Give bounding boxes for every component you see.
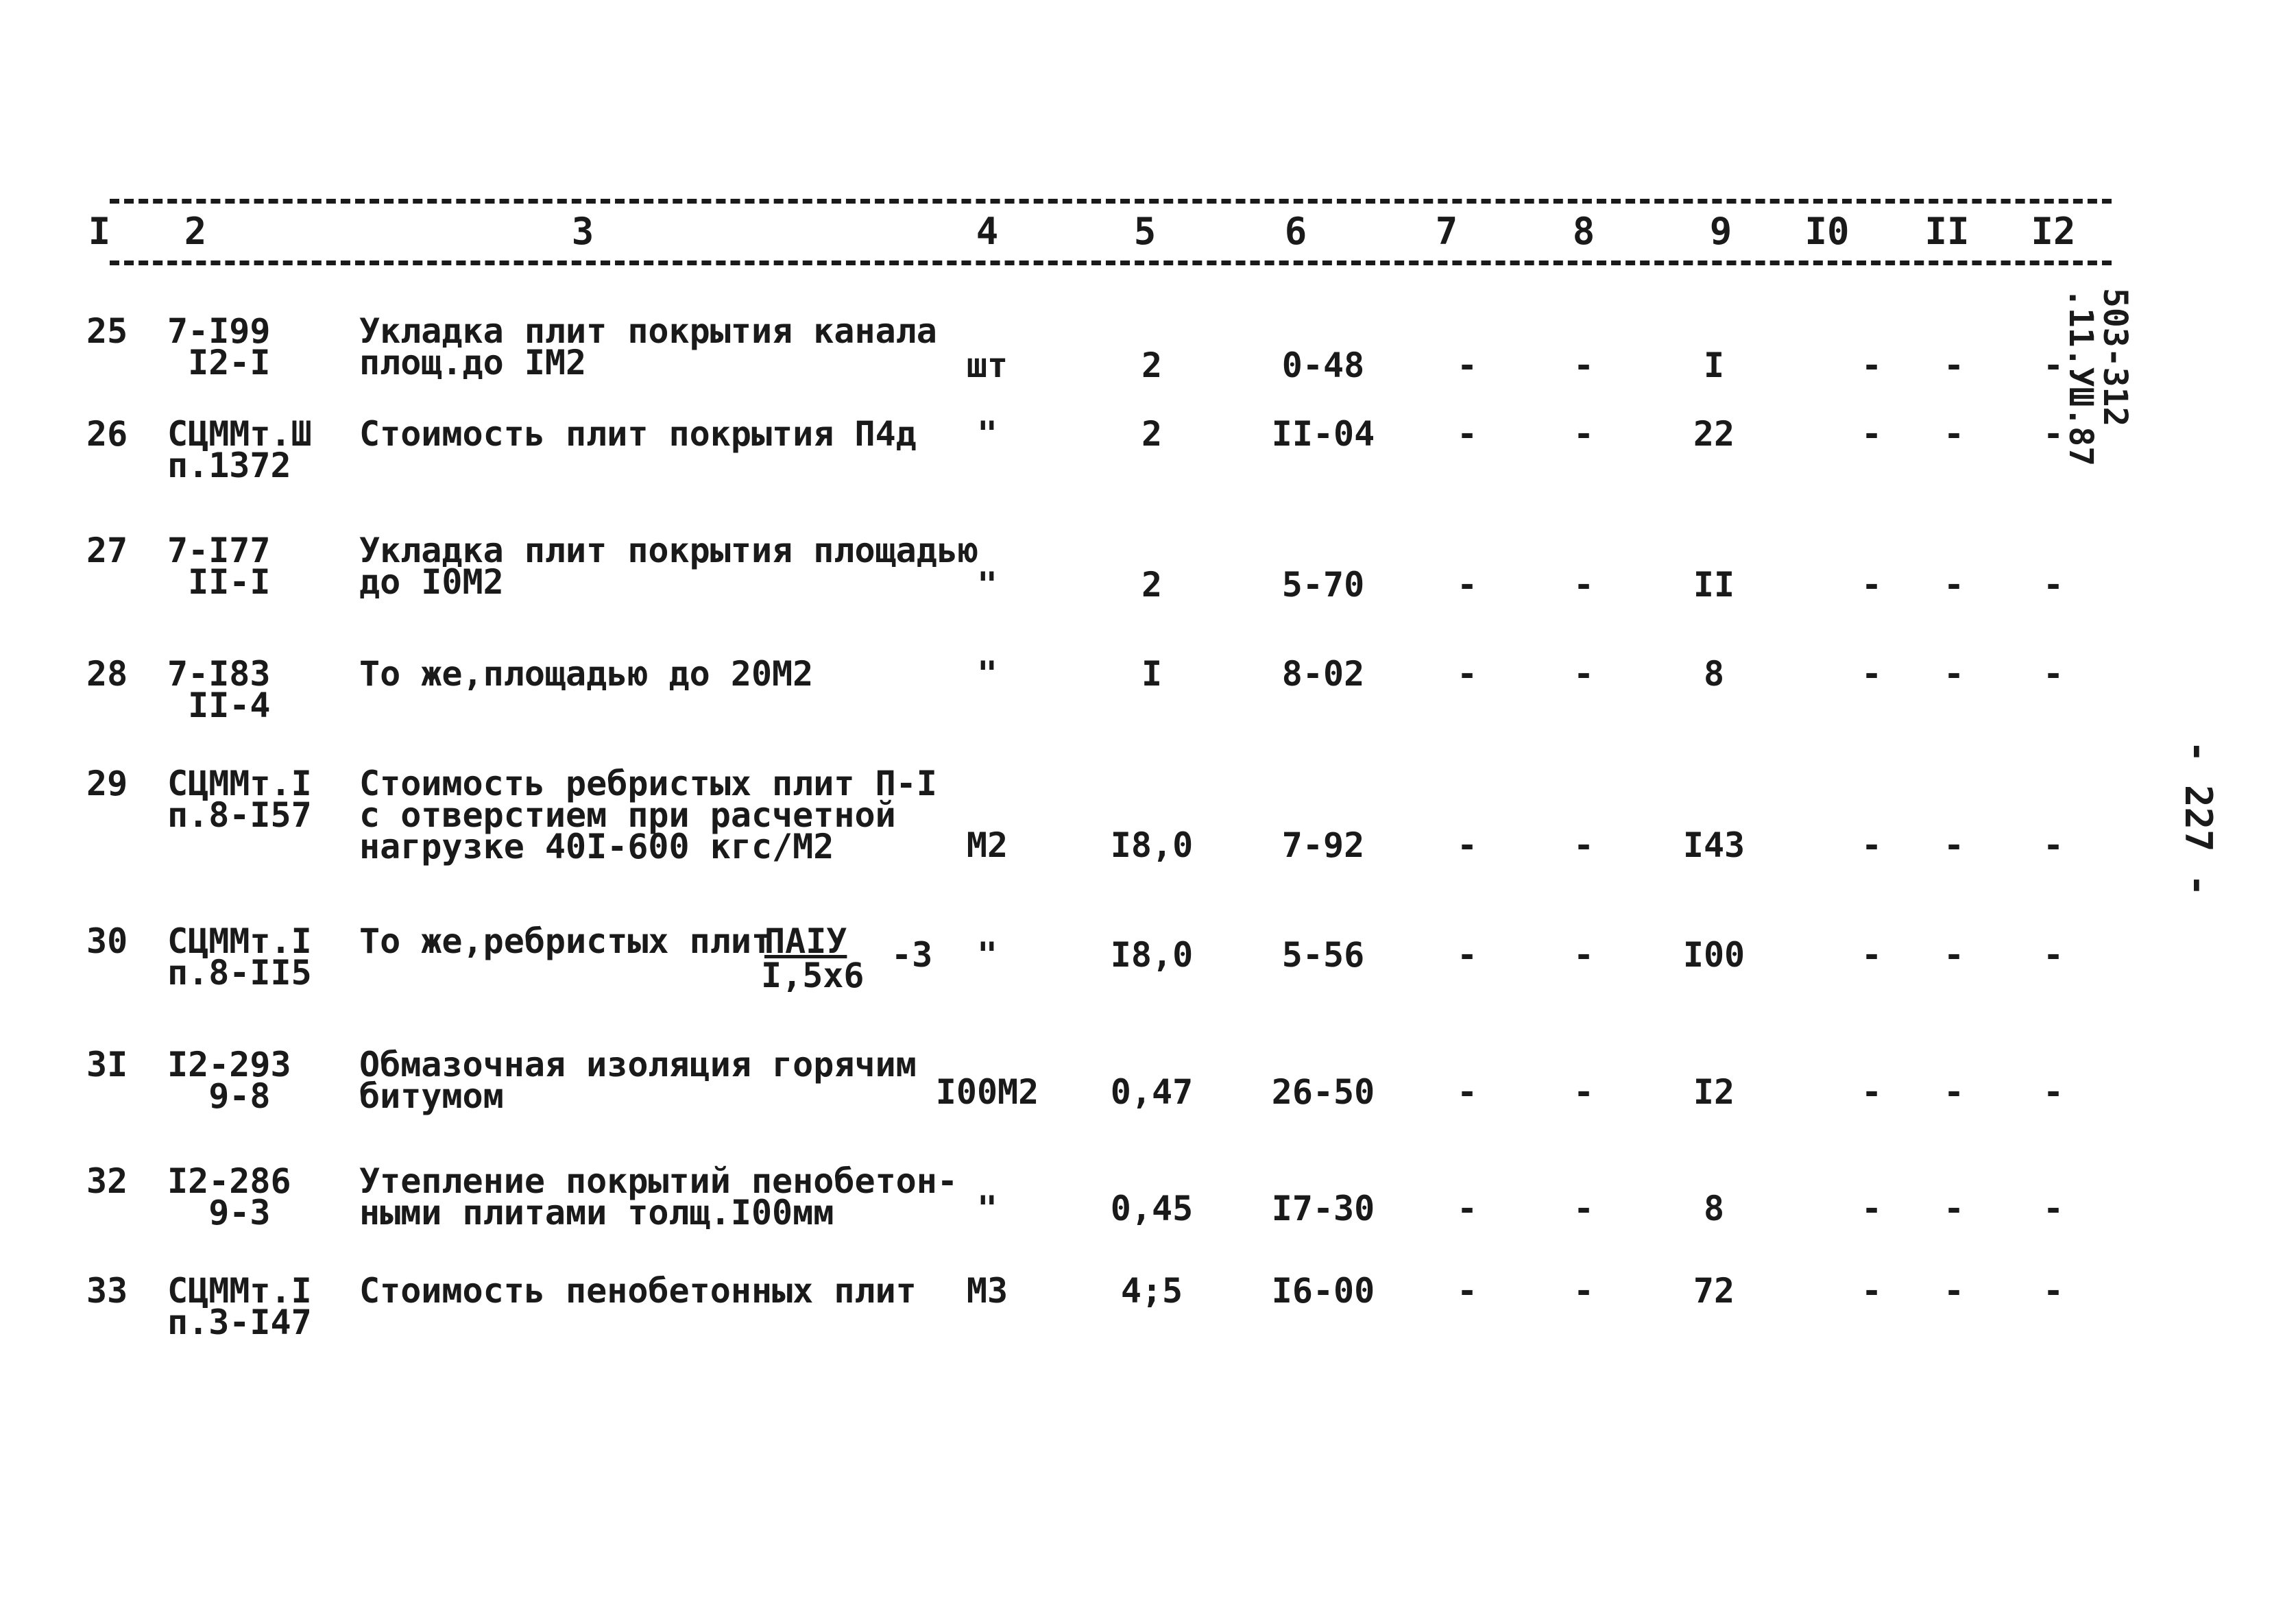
cell-c7: -	[1456, 825, 1478, 865]
norm-code: СЦММт.Ш п.1372	[167, 414, 312, 485]
cell-c12: -	[2042, 1072, 2064, 1112]
cell-c12: -	[2042, 1271, 2064, 1311]
cell-qty: I8,0	[1110, 825, 1194, 865]
cell-c7: -	[1456, 1189, 1478, 1228]
cell-c10: -	[1861, 1271, 1883, 1311]
cell-c9: 22	[1693, 414, 1735, 454]
cell-price: I7-30	[1271, 1189, 1375, 1228]
norm-code: СЦММт.I п.8-I57	[167, 764, 312, 835]
cell-c12: -	[2042, 825, 2064, 865]
cell-c10: -	[1861, 1189, 1883, 1228]
cell-c10: -	[1861, 825, 1883, 865]
cell-c10: -	[1861, 654, 1883, 694]
row-number: 30	[86, 921, 128, 961]
cell-unit: I00М2	[935, 1072, 1039, 1112]
norm-code: СЦММт.I п.8-II5	[167, 921, 312, 993]
cell-c7: -	[1456, 414, 1478, 454]
cell-c10: -	[1861, 414, 1883, 454]
cell-c9: 8	[1703, 654, 1725, 694]
cell-c7: -	[1456, 565, 1478, 605]
cell-c8: -	[1573, 346, 1595, 385]
cell-unit: шт	[966, 346, 1008, 385]
norm-code: 7-I77 II-I	[167, 531, 271, 602]
norm-code: СЦММт.I п.3-I47	[167, 1271, 312, 1342]
cell-c11: -	[1943, 935, 1965, 975]
cell-c8: -	[1573, 1072, 1595, 1112]
cell-c11: -	[1943, 654, 1965, 694]
cell-qty: 0,45	[1110, 1189, 1194, 1228]
cell-c7: -	[1456, 1072, 1478, 1112]
work-description: Стоимость плит покрытия П4д	[359, 414, 917, 454]
cell-c9: I2	[1693, 1072, 1735, 1112]
cell-unit: М3	[966, 1271, 1008, 1311]
cell-price: 7-92	[1281, 825, 1365, 865]
fraction-suffix: -3	[891, 935, 933, 975]
work-description: Обмазочная изоляция горячим битумом	[359, 1045, 917, 1116]
cell-price: 26-50	[1271, 1072, 1375, 1112]
cell-c9: I	[1703, 346, 1725, 385]
row-number: 27	[86, 531, 128, 570]
row-number: 28	[86, 654, 128, 694]
row-number: 32	[86, 1161, 128, 1201]
row-number: 25	[86, 311, 128, 351]
cell-price: I6-00	[1271, 1271, 1375, 1311]
cell-c8: -	[1573, 1189, 1595, 1228]
cell-c10: -	[1861, 565, 1883, 605]
cell-c12: -	[2042, 565, 2064, 605]
row-number: 3I	[86, 1045, 128, 1084]
cell-c8: -	[1573, 825, 1595, 865]
work-description: Стоимость ребристых плит П-I с отверстием при расчетной нагрузке 40I-600 кгс/М2	[359, 764, 937, 866]
cell-unit: "	[976, 654, 998, 694]
cell-qty: I	[1141, 654, 1163, 694]
cell-c12: -	[2042, 654, 2064, 694]
cell-qty: 2	[1141, 414, 1163, 454]
fraction-denominator: I,5х6	[761, 956, 865, 995]
cell-unit: "	[976, 414, 998, 454]
cell-unit: "	[976, 1189, 998, 1228]
cell-qty: I8,0	[1110, 935, 1194, 975]
column-header-10: I0	[1804, 210, 1850, 253]
cell-qty: 2	[1141, 346, 1163, 385]
cell-c10: -	[1861, 1072, 1883, 1112]
cell-c10: -	[1861, 346, 1883, 385]
cell-unit: "	[976, 565, 998, 605]
cell-c12: -	[2042, 935, 2064, 975]
cell-c7: -	[1456, 935, 1478, 975]
column-header-6: 6	[1284, 210, 1307, 253]
cell-c7: -	[1456, 654, 1478, 694]
cell-price: 8-02	[1281, 654, 1365, 694]
norm-code: I2-286 9-3	[167, 1161, 291, 1233]
cell-c9: 8	[1703, 1189, 1725, 1228]
row-number: 33	[86, 1271, 128, 1311]
cell-c11: -	[1943, 565, 1965, 605]
document-code-label: 503-312 .11.УШ.87	[2062, 288, 2134, 467]
table-row	[0, 531, 2272, 605]
column-header-3: 3	[571, 210, 594, 253]
cell-price: 5-56	[1281, 935, 1365, 975]
table-row	[0, 654, 2272, 725]
cell-c11: -	[1943, 414, 1965, 454]
cell-c9: 72	[1693, 1271, 1735, 1311]
table-row	[0, 921, 2272, 995]
cell-qty: 2	[1141, 565, 1163, 605]
cell-c11: -	[1943, 1189, 1965, 1228]
cell-c8: -	[1573, 565, 1595, 605]
work-description: Укладка плит покрытия площадью до I0М2	[359, 531, 979, 602]
cell-price: 5-70	[1281, 565, 1365, 605]
cell-c9: I43	[1682, 825, 1745, 865]
column-header-8: 8	[1572, 210, 1595, 253]
cell-c11: -	[1943, 825, 1965, 865]
cell-c9: I00	[1682, 935, 1745, 975]
table-row	[0, 1161, 2272, 1233]
header-bottom-rule	[110, 260, 2112, 265]
cell-c12: -	[2042, 414, 2064, 454]
norm-code: 7-I83 II-4	[167, 654, 271, 725]
cell-qty: 0,47	[1110, 1072, 1194, 1112]
norm-code: I2-293 9-8	[167, 1045, 291, 1116]
cell-c12: -	[2042, 1189, 2064, 1228]
cell-price: 0-48	[1281, 346, 1365, 385]
column-header-2: 2	[184, 210, 207, 253]
cell-c12: -	[2042, 346, 2064, 385]
table-row	[0, 1271, 2272, 1342]
cell-qty: 4;5	[1120, 1271, 1183, 1311]
cell-price: II-04	[1271, 414, 1375, 454]
row-number: 29	[86, 764, 128, 803]
cell-c11: -	[1943, 1072, 1965, 1112]
cell-c8: -	[1573, 414, 1595, 454]
column-header-7: 7	[1435, 210, 1458, 253]
cell-c9: II	[1693, 565, 1735, 605]
work-description: То же,площадью до 20М2	[359, 654, 814, 694]
header-top-rule	[110, 199, 2112, 204]
cell-c8: -	[1573, 1271, 1595, 1311]
column-header-12: I2	[2031, 210, 2076, 253]
table-row	[0, 414, 2272, 485]
table-row	[0, 311, 2272, 385]
cell-c7: -	[1456, 346, 1478, 385]
column-header-4: 4	[976, 210, 999, 253]
cell-c8: -	[1573, 654, 1595, 694]
cell-unit: М2	[966, 825, 1008, 865]
column-header-9: 9	[1709, 210, 1732, 253]
table-row	[0, 1045, 2272, 1116]
work-description: Стоимость пенобетонных плит	[359, 1271, 917, 1311]
column-header-11: II	[1924, 210, 1970, 253]
column-header-5: 5	[1133, 210, 1157, 253]
column-header-1: I	[88, 210, 111, 253]
fraction-numerator: ПАIУ	[764, 921, 847, 961]
cell-c10: -	[1861, 935, 1883, 975]
row-number: 26	[86, 414, 128, 454]
cell-c11: -	[1943, 346, 1965, 385]
norm-code: 7-I99 I2-I	[167, 311, 271, 383]
cell-c8: -	[1573, 935, 1595, 975]
page-number: - 227 -	[2177, 740, 2220, 897]
work-description: То же,ребристых плит	[359, 921, 773, 961]
work-description: Утепление покрытий пенобетон- ными плитами толщ.I00мм	[359, 1161, 958, 1233]
cell-c7: -	[1456, 1271, 1478, 1311]
cell-unit: "	[976, 935, 998, 975]
work-description: Укладка плит покрытия канала площ.до IМ2	[359, 311, 937, 383]
cell-c11: -	[1943, 1271, 1965, 1311]
